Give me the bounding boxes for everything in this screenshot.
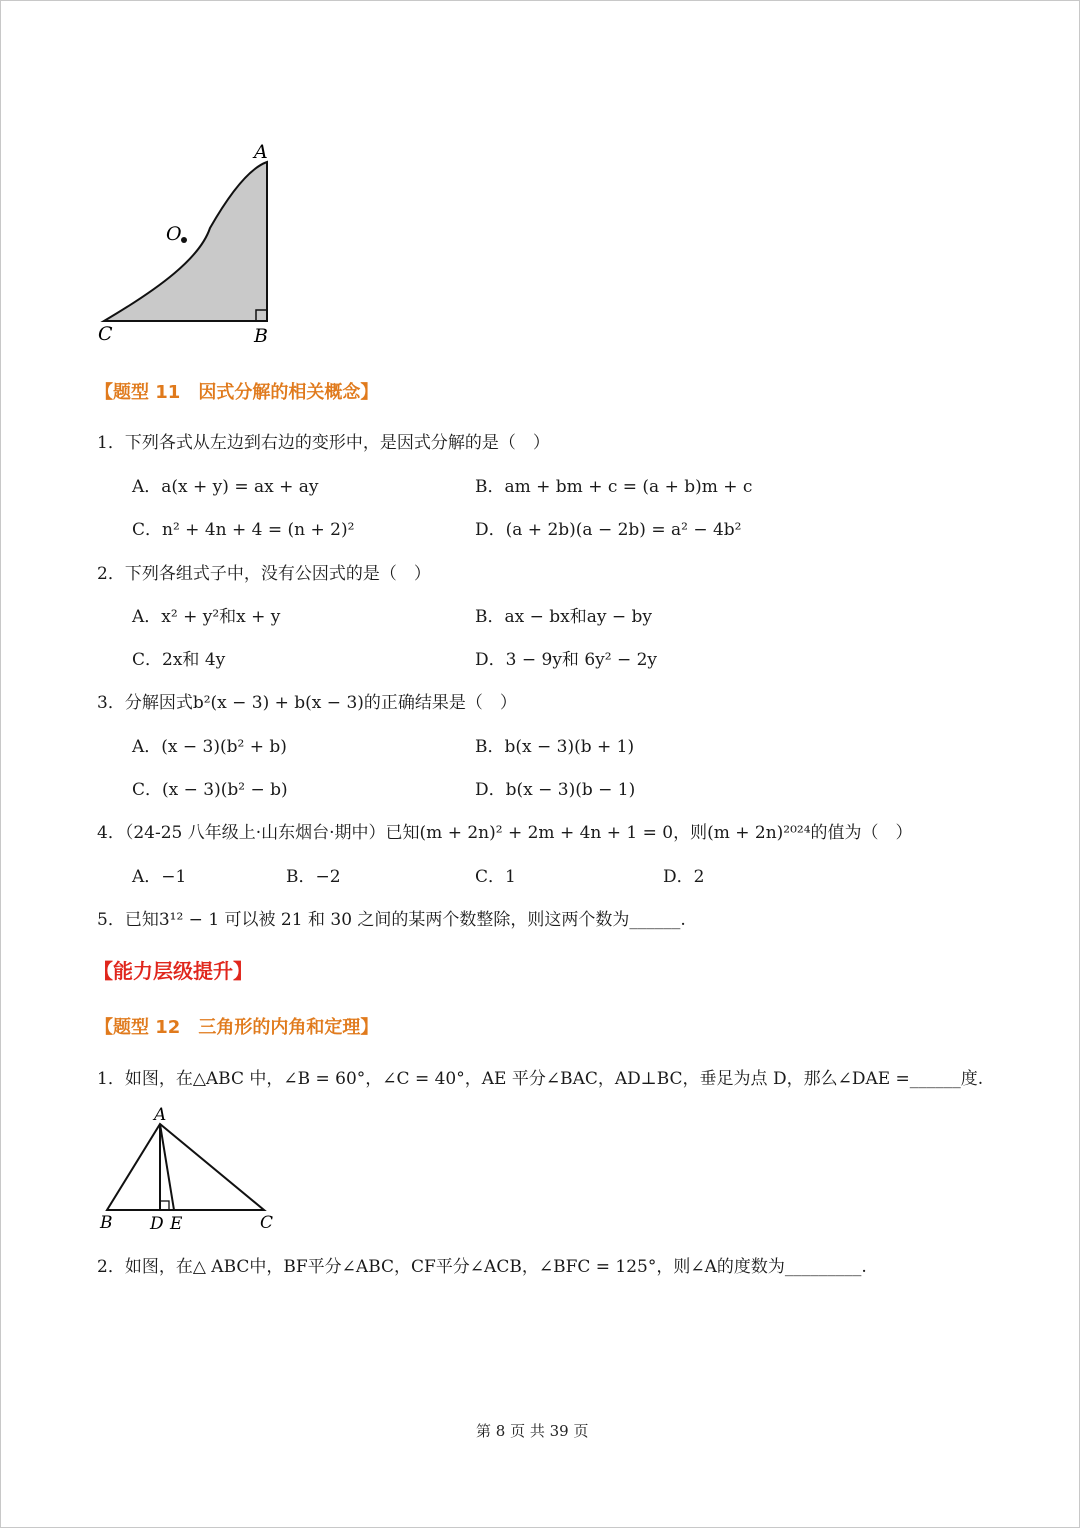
q11-2-option-a[interactable]: A．x² + y²和x + y [132, 607, 281, 627]
triangle-figure-svg [96, 1102, 286, 1236]
q11-1-stem: 1．下列各式从左边到右边的变形中，是因式分解的是（ ） [97, 433, 550, 453]
q12-2-stem: 2．如图，在△ ABC中，BF平分∠ABC，CF平分∠ACB，∠BFC = 125°，则∠A的度数为_________. [97, 1257, 867, 1277]
heading-type-11: 【题型 11 因式分解的相关概念】 [95, 382, 379, 403]
q11-1-option-d[interactable]: D．(a + 2b)(a − 2b) = a² − 4b² [475, 520, 742, 540]
point-o [181, 237, 187, 243]
triangle-figure [96, 1102, 286, 1236]
q11-3-stem: 3．分解因式b²(x − 3) + b(x − 3)的正确结果是（ ） [97, 693, 517, 713]
q11-3-option-d[interactable]: D．b(x − 3)(b − 1) [475, 780, 636, 800]
q11-2-option-d[interactable]: D．3 − 9y和 6y² − 2y [475, 650, 658, 670]
q11-3-option-c[interactable]: C．(x − 3)(b² − b) [132, 780, 288, 800]
q11-4-option-a[interactable]: A．−1 [132, 867, 187, 887]
label-b: B [254, 325, 268, 347]
q11-3-option-a[interactable]: A．(x − 3)(b² + b) [132, 737, 287, 757]
label-o: O [166, 223, 182, 245]
q11-3-option-b[interactable]: B．b(x − 3)(b + 1) [475, 737, 635, 757]
q11-2-option-c[interactable]: C．2x和 4y [132, 650, 226, 670]
page-footer: 第 8 页 共 39 页 [476, 1422, 589, 1440]
label-d: D [150, 1214, 164, 1234]
curve-figure-svg [90, 138, 290, 350]
curve-figure [90, 138, 290, 350]
right-angle-mark-d [160, 1201, 169, 1210]
q11-5-stem: 5．已知3¹² − 1 可以被 21 和 30 之间的某两个数整除，则这两个数为______. [97, 910, 686, 930]
triangle-abc [107, 1124, 264, 1210]
label-e: E [170, 1214, 183, 1234]
q11-4-option-b[interactable]: B．−2 [286, 867, 341, 887]
q11-1-option-a[interactable]: A．a(x + y) = ax + ay [132, 477, 319, 497]
label-b: B [100, 1213, 113, 1233]
bisector-ae [160, 1124, 174, 1210]
heading-type-12: 【题型 12 三角形的内角和定理】 [95, 1017, 379, 1038]
label-a: A [154, 1105, 167, 1125]
label-c: C [260, 1213, 274, 1233]
q11-1-option-c[interactable]: C．n² + 4n + 4 = (n + 2)² [132, 520, 355, 540]
heading-ability-level: 【能力层级提升】 [93, 959, 253, 983]
q11-2-stem: 2．下列各组式子中，没有公因式的是（ ） [97, 564, 431, 584]
q11-4-option-d[interactable]: D．2 [663, 867, 705, 887]
label-a: A [254, 141, 268, 163]
q11-2-option-b[interactable]: B．ax − bx和ay − by [475, 607, 653, 627]
q11-4-stem: 4．（24-25 八年级上·山东烟台·期中）已知(m + 2n)² + 2m + 4n + 1 = 0，则(m + 2n)²⁰²⁴的值为（ ） [97, 823, 913, 843]
q12-1-stem: 1．如图，在△ABC 中，∠B = 60°，∠C = 40°，AE 平分∠BAC，AD⊥BC，垂足为点 D，那么∠DAE =______度. [97, 1069, 984, 1089]
q11-1-option-b[interactable]: B．am + bm + c = (a + b)m + c [475, 477, 753, 497]
label-c: C [98, 323, 113, 345]
q11-4-option-c[interactable]: C．1 [475, 867, 516, 887]
